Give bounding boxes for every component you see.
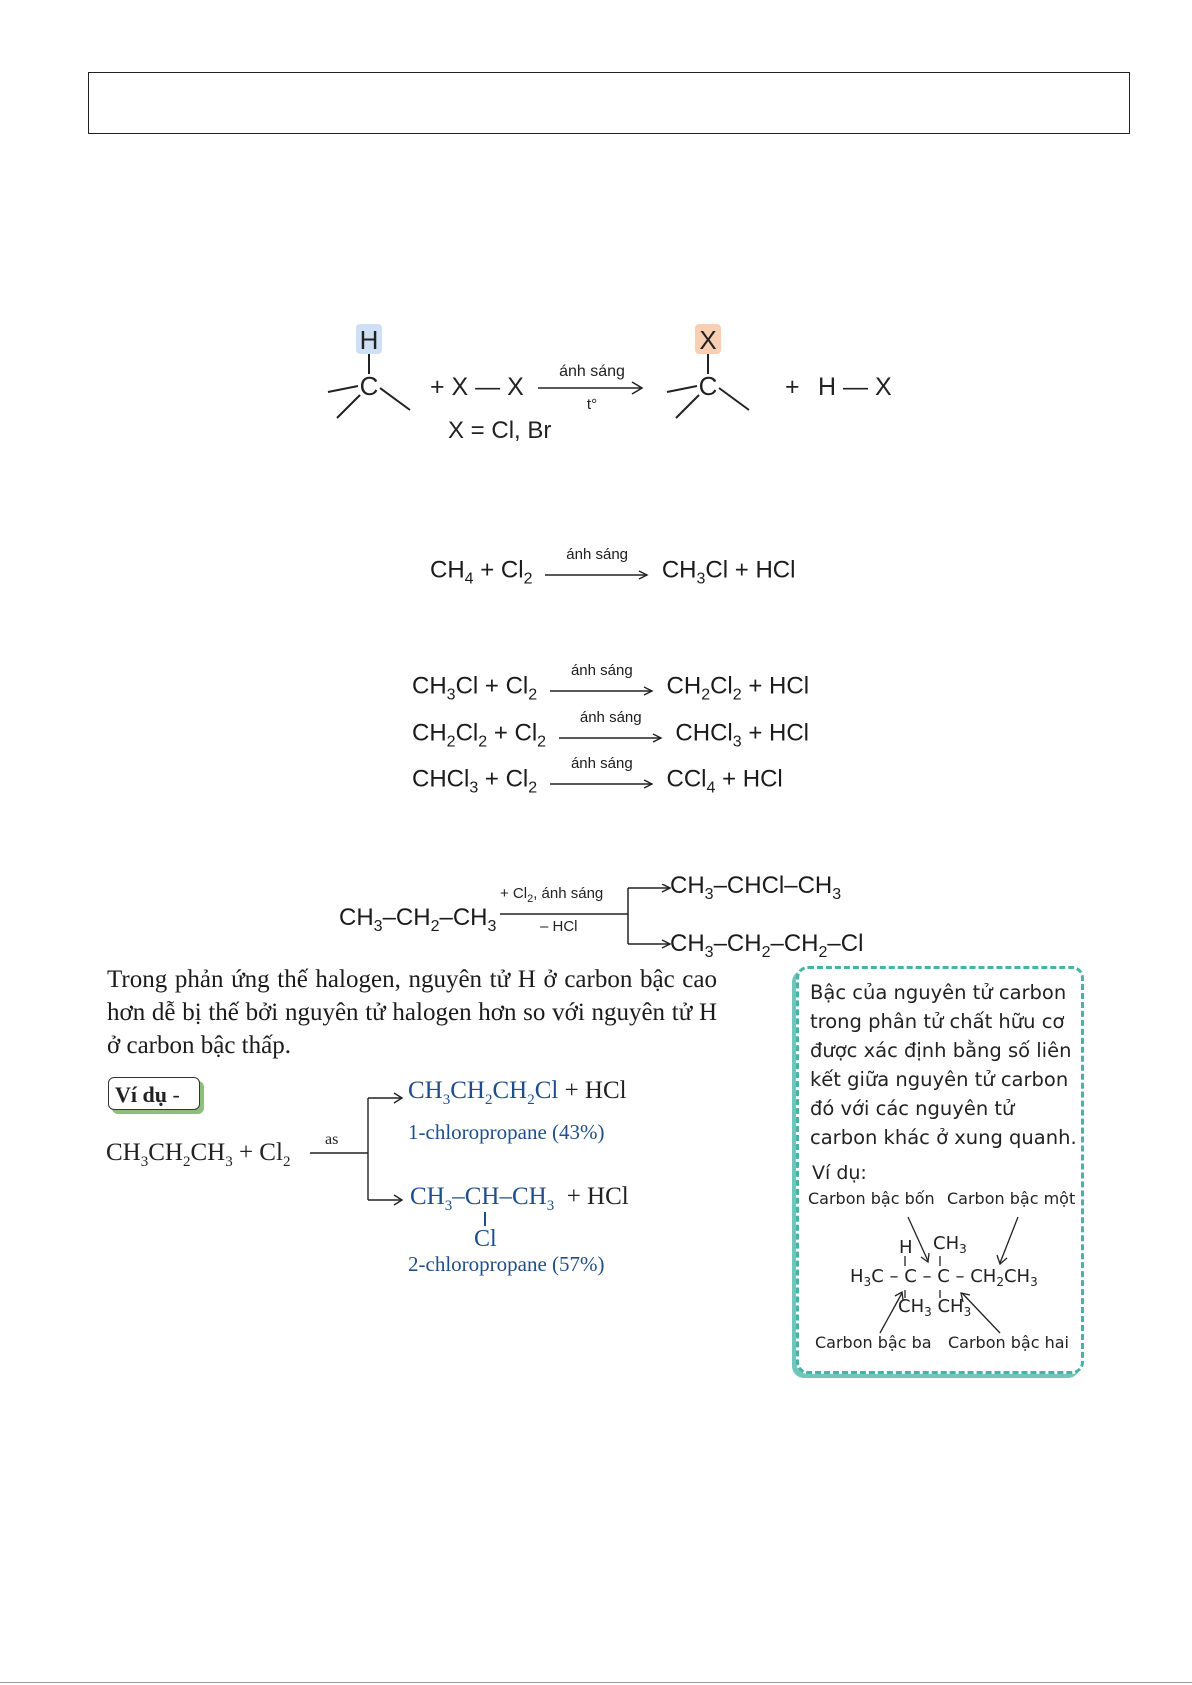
product-c-atom: C <box>698 371 718 401</box>
arrow-label: ánh sáng <box>570 755 633 772</box>
reaction-arrow <box>550 755 654 795</box>
methane-equation-3: $CH_2Cl_2 + Cl_2$ ánh sáng CHCl$_3$ + HCl <box>412 709 810 751</box>
reagent-xx: + X — X <box>430 373 524 401</box>
cl-bond <box>484 1212 486 1226</box>
page-bottom-rule <box>0 1682 1192 1683</box>
note-example-label: Ví dụ: <box>812 1162 867 1184</box>
label-quaternary: Carbon bậc bốn <box>808 1189 935 1208</box>
propane-branch-arrows <box>500 884 680 950</box>
propane-arrow-bottom: – HCl <box>540 918 578 935</box>
general-arrow-bottom: t° <box>586 396 598 413</box>
propane-arrow-top: + $Cl_2$, ánh sáng <box>500 885 604 905</box>
methane-equation-1: $CH_4 + Cl_2$ ánh sáng $CH_3Cl$ + HCl <box>430 546 796 588</box>
arrow-label: ánh sáng <box>579 709 642 726</box>
label-primary: Carbon bậc một <box>947 1189 1076 1208</box>
example-badge: Ví dụ - <box>108 1077 200 1110</box>
example-reactant: $CH_3CH_2CH_3 + Cl_2$ <box>106 1139 291 1170</box>
example-branch-arrows <box>310 1088 410 1216</box>
product-2-name: 2-chloropropane (57%) <box>408 1252 605 1276</box>
structure-arrows <box>800 1205 1080 1335</box>
reaction-arrow <box>545 546 649 586</box>
reactant-h-atom: H <box>359 325 379 355</box>
propane-product-bottom: $CH_3-CH_2-CH_2-Cl$ <box>670 930 864 961</box>
product-1-name: 1-chloropropane (43%) <box>408 1120 605 1144</box>
plus-sign: + <box>785 373 800 401</box>
header-box <box>88 72 1130 134</box>
halogen-condition: X = Cl, Br <box>448 417 552 444</box>
reactant-c-atom: C <box>359 371 379 401</box>
example-badge-label: Ví dụ <box>115 1082 167 1107</box>
label-secondary: Carbon bậc hai <box>948 1333 1069 1352</box>
general-arrow-top: ánh sáng <box>559 363 625 380</box>
propane-reactant: $CH_3-CH_2-CH_3$ <box>339 904 497 935</box>
product-2-cl: Cl <box>474 1226 497 1252</box>
example-arrow-label: as <box>325 1131 339 1148</box>
product-2-plus-hcl: + HCl <box>566 1183 629 1210</box>
selectivity-paragraph: Trong phản ứng thế halogen, nguyên tử H ở carbon bậc cao hơn dễ bị thế bởi nguyên tử halogen hơn so với nguyên tử H ở carbon bậc thấp. <box>107 966 717 1059</box>
label-tertiary: Carbon bậc ba <box>815 1333 932 1352</box>
struct-top-h: H <box>899 1237 913 1258</box>
methane-equation-2: $CH_3Cl + Cl_2$ ánh sáng $CH_2Cl_2$ + HCl <box>412 662 810 704</box>
byproduct-hx: H — X <box>818 373 892 401</box>
struct-bottom-ch3: $CH_3$ $CH_3$ <box>898 1296 972 1319</box>
example-product-1: $CH_3CH_2CH_2Cl$ + HCl <box>408 1077 627 1108</box>
arrow-label: ánh sáng <box>566 546 629 563</box>
note-text: Bậc của nguyên tử carbon trong phân tử chất hữu cơ được xác định bằng số liên kết giữa nguyên tử carbon đó với các nguyên tử carbon khác ở xung quanh. <box>810 981 1077 1149</box>
methane-equation-4: CHCl$_3$ + $Cl_2$ ánh sáng CCl$_4$ + HCl <box>412 755 783 797</box>
arrow-label: ánh sáng <box>570 662 633 679</box>
struct-main-chain: $H_3C$ – C – C – $CH_2CH_3$ <box>850 1266 1038 1289</box>
product-x-atom: X <box>699 325 717 355</box>
product-1-plus-hcl: + HCl <box>564 1077 627 1104</box>
reaction-arrow <box>559 709 663 749</box>
struct-top-ch3: $CH_3$ <box>933 1233 967 1256</box>
example-product-2: $CH_3-CH-CH_3$ + HCl <box>410 1183 629 1214</box>
reaction-arrow <box>550 662 654 702</box>
general-reaction-diagram <box>320 318 920 458</box>
propane-product-top: $CH_3-CHCl-CH_3$ <box>670 872 842 903</box>
